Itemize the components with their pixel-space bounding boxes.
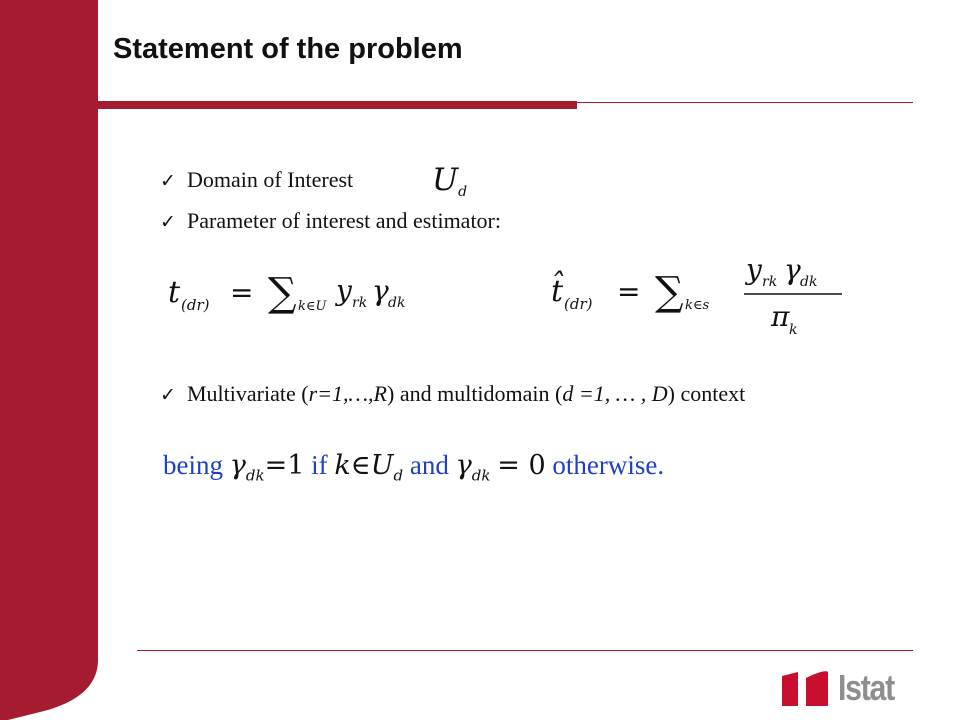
- svg-text:t̂: t̂: [551, 274, 564, 309]
- domain-symbol: $U_d$: [432, 162, 468, 200]
- check-icon: ✓: [160, 384, 176, 406]
- bullet-domain: [160, 167, 353, 193]
- svg-text:dk: dk: [388, 295, 406, 311]
- svg-text:y: y: [336, 274, 352, 307]
- title-underline: [98, 101, 577, 109]
- svg-text:rk: rk: [762, 274, 778, 290]
- svg-text:t: t: [168, 275, 181, 310]
- bullet-text: Parameter of interest and estimator:: [187, 208, 501, 233]
- svg-text:=: =: [617, 275, 641, 308]
- istat-logo-icon: [778, 668, 832, 708]
- check-icon: ✓: [160, 170, 176, 192]
- estimator-formula: [549, 244, 849, 339]
- svg-text:∑: ∑: [655, 269, 684, 315]
- bullet-text: Multivariate (r=1,…,R) and multidomain (d =1, … , D) context: [187, 381, 746, 406]
- check-icon: ✓: [160, 211, 176, 233]
- svg-text:k∈U: k∈U: [298, 299, 327, 314]
- svg-text:(dr): (dr): [181, 296, 210, 314]
- bullet-text: Domain of Interest: [187, 167, 354, 192]
- svg-text:k: k: [789, 322, 798, 338]
- svg-text:π: π: [771, 300, 790, 333]
- slide-title: Statement of the problem: [113, 33, 463, 65]
- svg-text:γ: γ: [784, 253, 801, 286]
- svg-text:γ: γ: [372, 274, 389, 307]
- svg-text:y: y: [746, 253, 762, 286]
- istat-logo: [778, 668, 946, 708]
- svg-text:k∈s: k∈s: [685, 298, 710, 313]
- domain-indicator-definition: being $\gamma_{dk}=1$ if $k\in U_d$ and $\gamma_{dk} = 0$ otherwise.: [163, 450, 665, 485]
- svg-text:(dr): (dr): [564, 295, 593, 313]
- svg-text:dk: dk: [800, 274, 818, 290]
- title-underline-thin: [577, 102, 913, 103]
- svg-text:=: =: [230, 276, 254, 309]
- footer-divider: [137, 650, 913, 651]
- svg-text:rk: rk: [352, 295, 368, 311]
- side-decoration: [0, 0, 98, 720]
- svg-text:∑: ∑: [268, 270, 297, 316]
- bullet-parameter: [160, 208, 501, 234]
- logo-text: Istat: [838, 667, 894, 708]
- total-formula: [166, 262, 466, 322]
- bullet-context: [160, 381, 745, 407]
